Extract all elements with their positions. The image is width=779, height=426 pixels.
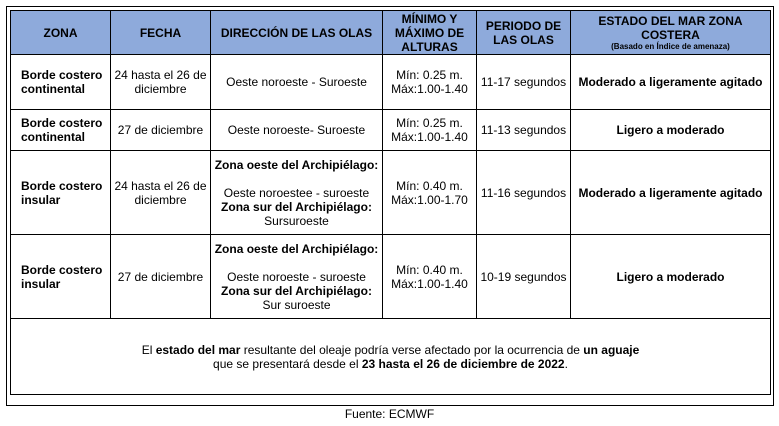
- note-row: [11, 319, 771, 395]
- note-line-2: [13, 357, 768, 371]
- note-text: .: [564, 356, 568, 371]
- table-row: [11, 151, 771, 235]
- max-value: Máx:1.00-1.40: [391, 82, 468, 96]
- direccion-zone-title: Zona sur del Archipiélago:: [221, 199, 372, 214]
- direccion-zone-value: Sur suroeste: [262, 297, 331, 312]
- periodo-cell: 10-19 segundos: [477, 235, 571, 319]
- header-min-max: MÍNIMO Y MÁXIMO DE ALTURAS: [383, 11, 477, 55]
- fecha-cell: 24 hasta el 26 de diciembre: [111, 151, 211, 235]
- fecha-cell: 27 de diciembre: [111, 235, 211, 319]
- direccion-zone-title: Zona sur del Archipiélago:: [221, 283, 372, 298]
- fecha-cell: 24 hasta el 26 de diciembre: [111, 55, 211, 110]
- estado-cell: Moderado a ligeramente agitado: [571, 151, 771, 235]
- min-value: Mín: 0.40 m.: [396, 262, 463, 277]
- periodo-cell: 11-16 segundos: [477, 151, 571, 235]
- periodo-cell: 11-17 segundos: [477, 55, 571, 110]
- direccion-zone-title: Zona oeste del Archipiélago:: [214, 157, 379, 172]
- table-frame: [6, 6, 774, 406]
- note-text: que se presentará desde el: [213, 356, 362, 371]
- note-line-1: [13, 343, 768, 357]
- sea-state-table: [10, 10, 771, 395]
- fecha-cell: 27 de diciembre: [111, 110, 211, 151]
- note-bold: estado del mar: [155, 342, 241, 357]
- table-row: [11, 110, 771, 151]
- note-text: resultante del oleaje podría verse afectado por la ocurrencia de: [240, 342, 584, 357]
- header-fecha: FECHA: [111, 11, 211, 55]
- zona-cell: Borde costero continental: [11, 110, 111, 151]
- alturas-cell: [383, 151, 477, 235]
- alturas-cell: [383, 55, 477, 110]
- periodo-cell: 11-13 segundos: [477, 110, 571, 151]
- note-cell: [11, 319, 771, 395]
- direccion-cell: Oeste noroeste- Suroeste: [211, 110, 383, 151]
- estado-cell: Ligero a moderado: [571, 235, 771, 319]
- direccion-zone-value: Oeste noroeste - suroeste: [227, 269, 366, 284]
- header-estado: [571, 11, 771, 55]
- alturas-cell: [383, 235, 477, 319]
- estado-cell: Moderado a ligeramente agitado: [571, 55, 771, 110]
- direccion-zone-title: Zona oeste del Archipiélago:: [214, 241, 379, 256]
- table-row: [11, 55, 771, 110]
- header-row: [11, 11, 771, 55]
- header-estado-label: ESTADO DEL MAR ZONA COSTERA: [598, 13, 743, 42]
- zona-cell: Borde costero insular: [11, 235, 111, 319]
- header-periodo: PERIODO DE LAS OLAS: [477, 11, 571, 55]
- note-text: El: [141, 342, 156, 357]
- header-direccion: DIRECCIÓN DE LAS OLAS: [211, 11, 383, 55]
- alturas-cell: [383, 110, 477, 151]
- direccion-zone-value: Oeste noroestee - suroeste: [223, 185, 370, 200]
- direccion-zone-value: Sursuroeste: [264, 213, 329, 228]
- max-value: Máx:1.00-1.40: [391, 130, 468, 144]
- min-value: Mín: 0.25 m.: [396, 68, 463, 82]
- header-zona: ZONA: [11, 11, 111, 55]
- direccion-cell: [211, 151, 383, 235]
- note-bold: 23 hasta el 26 de diciembre de 2022: [361, 356, 565, 371]
- zona-cell: Borde costero insular: [11, 151, 111, 235]
- zona-cell: Borde costero continental: [11, 55, 111, 110]
- header-estado-sub: (Basado en Índice de amenaza): [611, 41, 730, 51]
- min-value: Mín: 0.40 m.: [396, 178, 463, 193]
- direccion-cell: [211, 235, 383, 319]
- direccion-cell: Oeste noroeste - Suroeste: [211, 55, 383, 110]
- note-bold: un aguaje: [583, 342, 640, 357]
- min-value: Mín: 0.25 m.: [396, 116, 463, 130]
- source-caption: Fuente: ECMWF: [344, 407, 435, 421]
- estado-cell: Ligero a moderado: [571, 110, 771, 151]
- max-value: Máx:1.00-1.70: [391, 192, 468, 207]
- table-row: [11, 235, 771, 319]
- max-value: Máx:1.00-1.40: [391, 276, 468, 291]
